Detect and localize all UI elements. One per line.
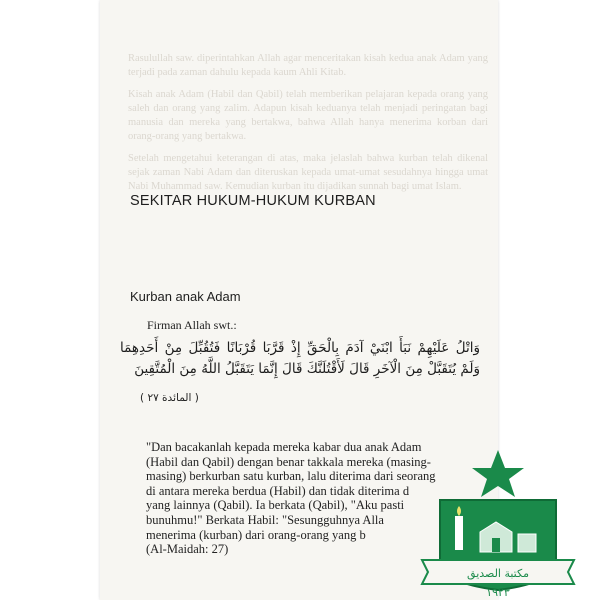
bleed-paragraph: Kisah anak Adam (Habil dan Qabil) telah memberikan pelajaran kepada orang yang saleh dan orang yang zalim. Adapun kisah keduanya telah menjadi peringatan bagi manusia dan mereka yang bertakwa, bahwa Allah hanya menerima korban dari orang-orang yang bertakwa. [128,89,488,142]
translation-line: yang lainnya (Qabil). Ia berkata (Qabil), "Aku pasti [146,498,405,513]
translation-line: bunuhmu!" Berkata Habil: "Sesungguhnya Alla [146,512,384,527]
bleed-through-text [128,52,488,202]
star-icon [472,450,524,497]
translation-line: masing) berkurban satu kurban, lalu diterima dari seorang [146,469,436,484]
publisher-logo [408,448,588,598]
logo-year-text: ١٩٢٣ [486,586,510,598]
translation-line: (Habil dan Qabil) dengan benar takkala mereka (masing- [146,454,431,469]
translation-line: (Al-Maidah: 27) [146,542,229,557]
bleed-paragraph: Rasulullah saw. diperintahkan Allah agar menceritakan kisah kedua anak Adam yang terjadi pada zaman dahulu kepada kaum Ahli Kitab. [128,53,488,78]
translation-line: menerima (kurban) dari orang-orang yang b [146,527,366,542]
page-heading: SEKITAR HUKUM-HUKUM KURBAN [130,193,376,209]
verse-intro: Firman Allah swt.: [147,318,237,332]
candle-icon [455,516,463,550]
translation-line: di antara mereka berdua (Habil) dan tidak diterima d [146,483,410,498]
section-subheading: Kurban anak Adam [130,289,241,304]
verse-reference: ( المائدة ٢٧ ) [140,392,199,404]
arabic-verse: وَاتْلُ عَلَيْهِمْ نَبَأَ ابْنَيْ آدَمَ بِالْحَقِّ إِذْ قَرَّبَا قُرْبَانًا فَتُقُبِّلَ مِنْ أَحَدِهِمَا وَلَمْ يُتَقَبَّلْ مِنَ الْآخَرِ قَالَ لَأَقْتُلَنَّكَ قَالَ إِنَّمَا يَتَقَبَّلُ اللَّهُ مِنَ الْمُتَّقِينَ [120,340,480,377]
translation-line: "Dan bacakanlah kepada mereka kabar dua anak Adam [146,440,422,454]
logo-name-text: مكتبة الصديق [467,567,529,580]
bleed-paragraph: Setelah mengetahui keterangan di atas, maka jelaslah bahwa kurban telah dikenal sejak zaman Nabi Adam dan diteruskan kepada umat-umat sesudahnya hingga umat Nabi Muhammad saw. Kemudian kurban itu dijadikan sunnah bagi umat Islam. [128,153,488,192]
